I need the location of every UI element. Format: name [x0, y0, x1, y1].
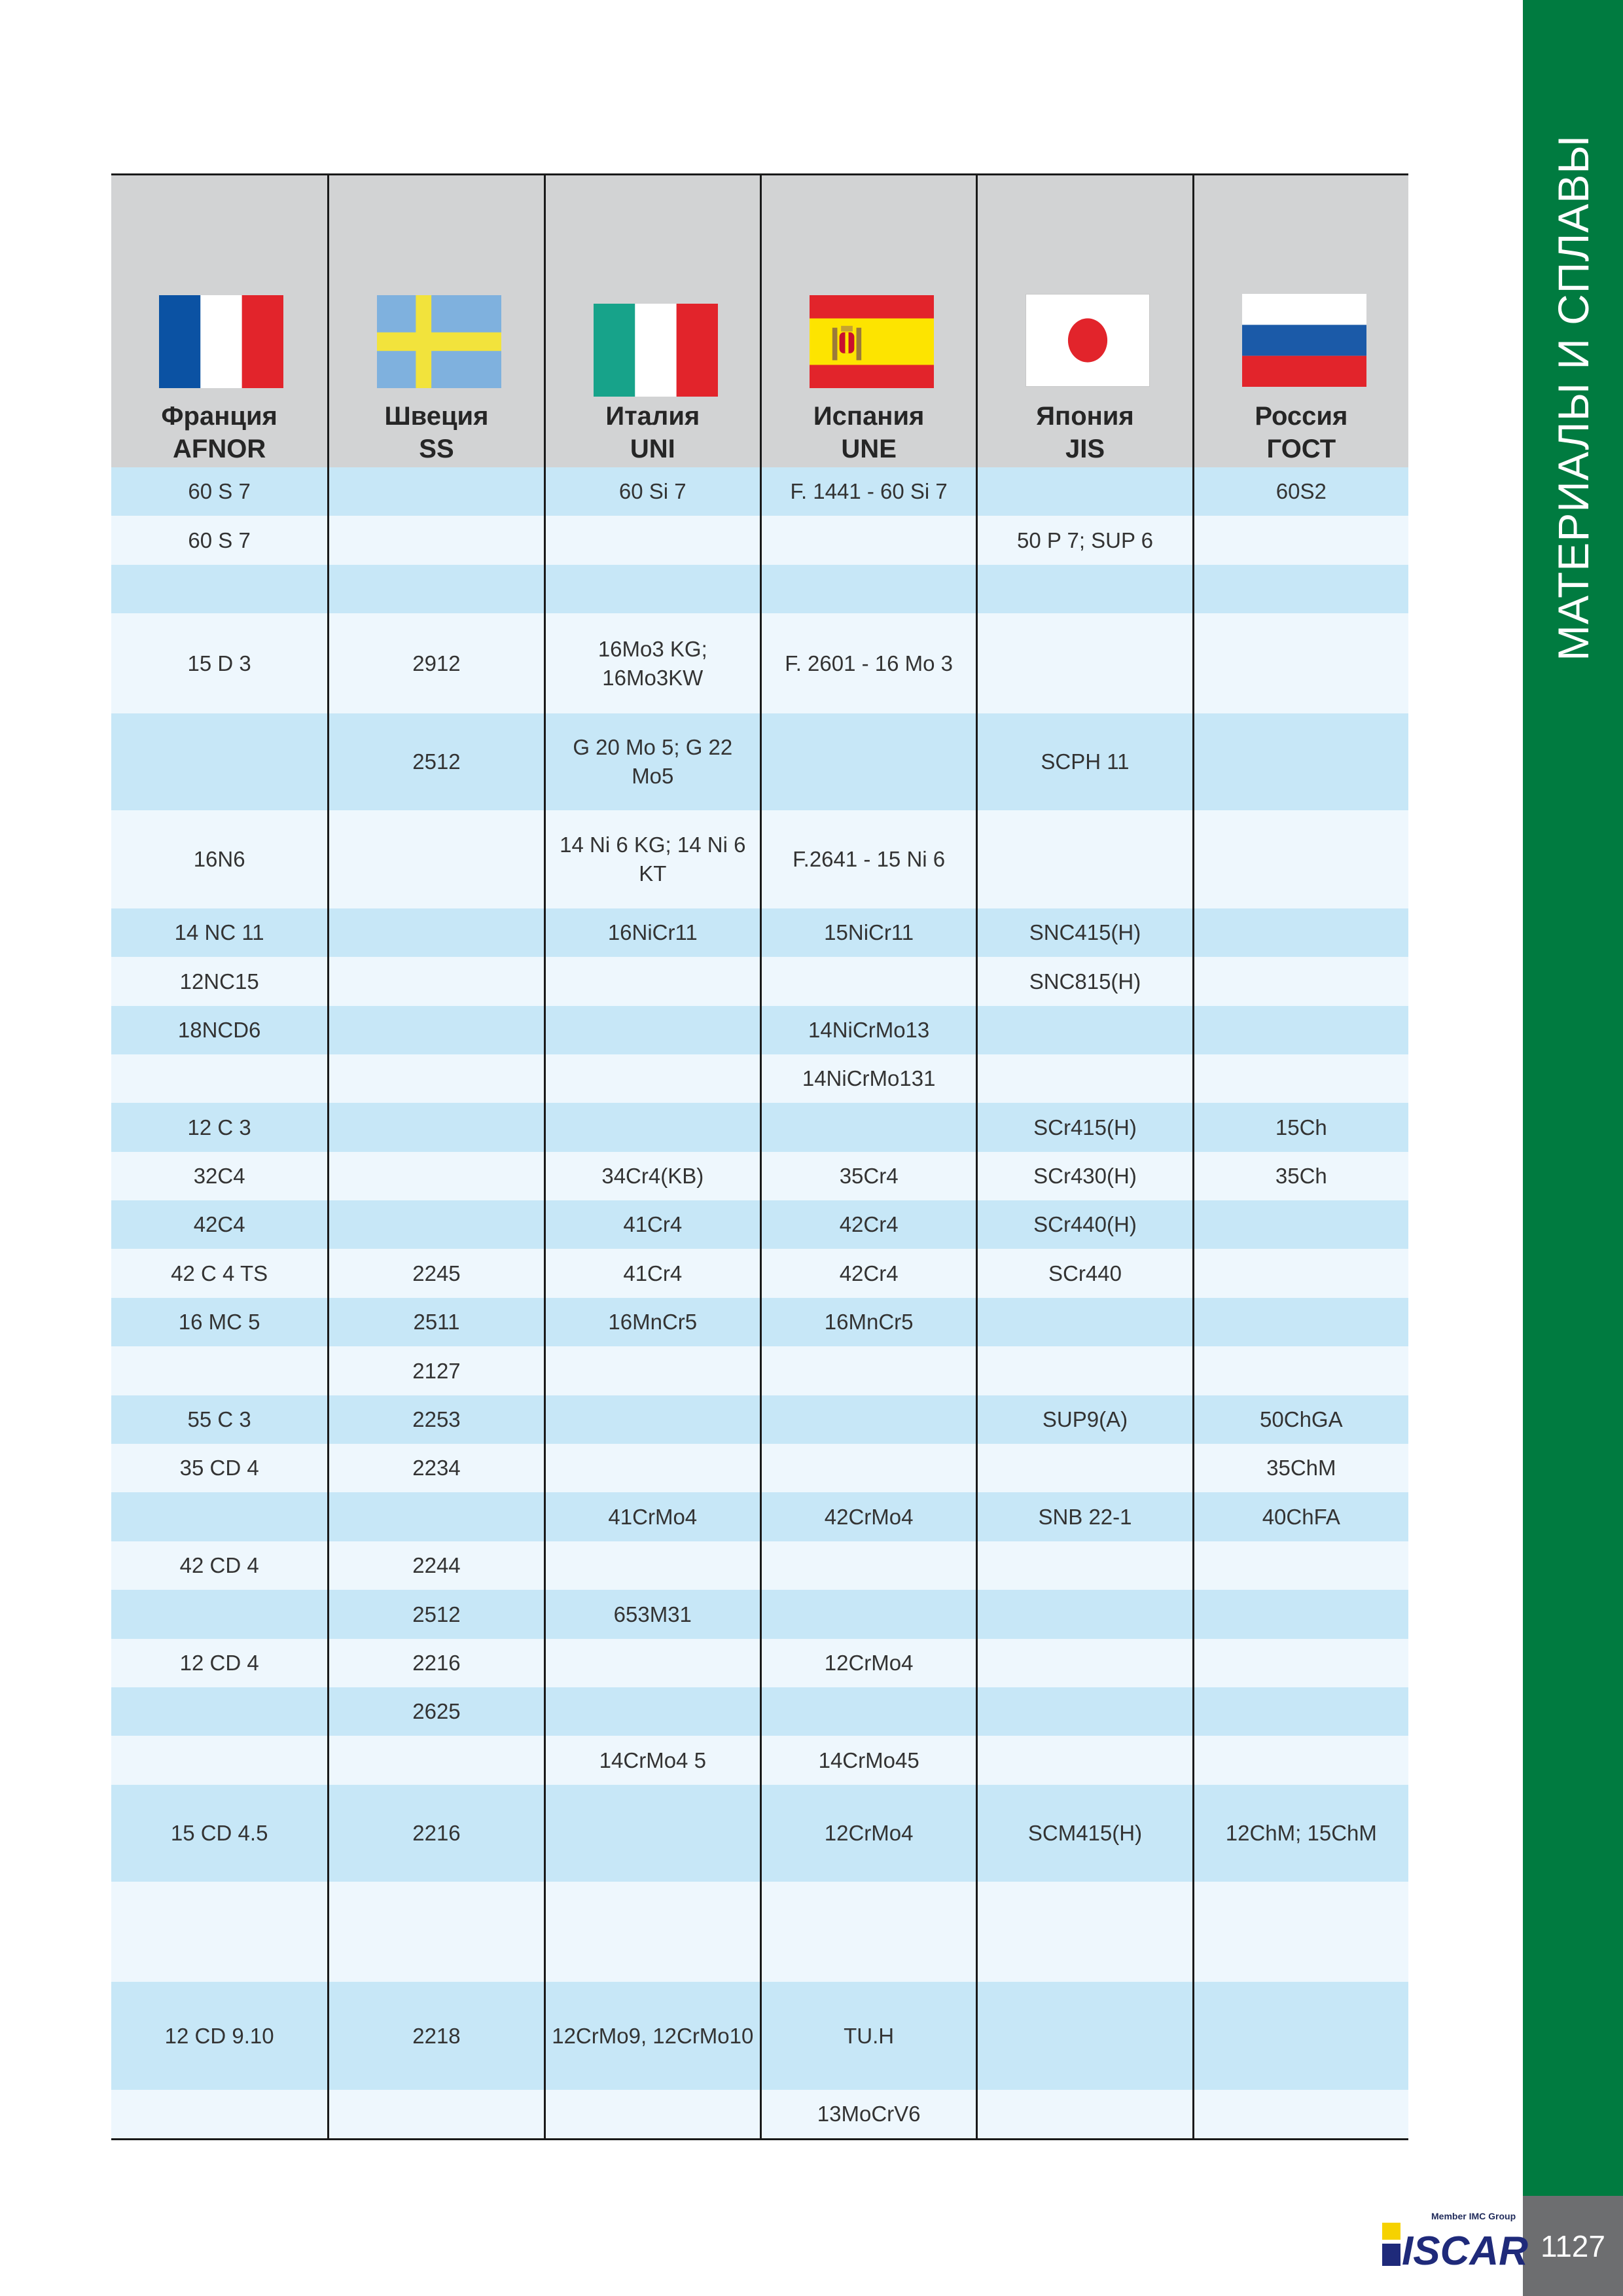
cell-uni [544, 1541, 760, 1590]
header-standard: SS [419, 435, 454, 463]
france-flag-icon [159, 295, 283, 388]
cell-ss: 2127 [327, 1346, 543, 1395]
table-row [111, 1736, 1408, 1785]
cell-gost [1192, 1736, 1408, 1785]
cell-gost [1192, 1982, 1408, 2090]
table-row [111, 1639, 1408, 1687]
cell-gost [1192, 1054, 1408, 1103]
cell-afnor [111, 713, 327, 810]
header-country: Франция [161, 402, 277, 431]
cell-jis: 50 P 7; SUP 6 [976, 516, 1192, 565]
cell-ss [327, 565, 543, 613]
cell-ss [327, 516, 543, 565]
cell-uni [544, 516, 760, 565]
cell-jis [976, 565, 1192, 613]
cell-gost [1192, 1687, 1408, 1736]
cell-afnor: 12 CD 4 [179, 1651, 259, 1675]
table-row [111, 957, 1408, 1006]
cell-gost [1192, 1639, 1408, 1687]
table-row [111, 1346, 1408, 1395]
japan-flag-icon [1026, 294, 1150, 387]
cell-gost: 12ChM; 15ChM [1192, 1785, 1408, 1882]
cell-gost [1192, 613, 1408, 713]
cell-gost [1192, 1590, 1408, 1639]
cell-ss: 2234 [327, 1444, 543, 1492]
cell-jis [976, 1346, 1192, 1395]
cell-afnor: 16 MC 5 [178, 1310, 260, 1334]
cell-ss: 2511 [327, 1298, 543, 1346]
cell-afnor: 15 D 3 [187, 651, 251, 675]
russia-flag-icon [1242, 294, 1366, 387]
cell-afnor: 55 C 3 [187, 1407, 251, 1431]
cell-uni [544, 1006, 760, 1054]
cell-gost: 50ChGA [1192, 1395, 1408, 1444]
cell-ss [327, 1103, 543, 1152]
cell-ss: 2912 [327, 613, 543, 713]
header-spain [760, 175, 976, 467]
cell-uni: 41Cr4 [544, 1249, 760, 1298]
cell-gost [1192, 1006, 1408, 1054]
cell-uni [544, 1054, 760, 1103]
cell-afnor [111, 1346, 327, 1395]
cell-gost [1192, 1346, 1408, 1395]
table-row [111, 613, 1408, 713]
cell-afnor: 60 S 7 [188, 479, 251, 503]
cell-ss: 2244 [327, 1541, 543, 1590]
cell-afnor [111, 1736, 327, 1785]
cell-uni: 653M31 [544, 1590, 760, 1639]
cell-ss [327, 1054, 543, 1103]
cell-uni [544, 1639, 760, 1687]
table-row [111, 1103, 1408, 1152]
table-row [111, 1395, 1408, 1444]
table-row [111, 2090, 1408, 2138]
table-row [111, 516, 1408, 565]
cell-ss [327, 1736, 543, 1785]
cell-gost [1192, 1541, 1408, 1590]
cell-une: 12CrMo4 [760, 1639, 976, 1687]
cell-gost [1192, 2090, 1408, 2138]
cell-jis [976, 1298, 1192, 1346]
table-row [111, 1054, 1408, 1103]
cell-uni [544, 1103, 760, 1152]
cell-afnor: 35 CD 4 [179, 1456, 259, 1480]
cell-une: F.2641 - 15 Ni 6 [760, 810, 976, 908]
cell-ss: 2625 [327, 1687, 543, 1736]
sweden-flag-icon [377, 295, 501, 388]
cell-une [760, 1444, 976, 1492]
table-row [111, 1982, 1408, 2090]
table-row [111, 1590, 1408, 1639]
cell-jis [976, 1054, 1192, 1103]
table-row [111, 1006, 1408, 1054]
cell-jis [976, 1590, 1192, 1639]
iscar-logo [1382, 2211, 1528, 2274]
cell-uni [544, 1444, 760, 1492]
logo-member-text: Member IMC Group [1431, 2211, 1516, 2221]
cell-uni [544, 1785, 760, 1882]
table-body [111, 467, 1408, 2140]
cell-une: 12CrMo4 [760, 1785, 976, 1882]
header-country: Швеция [384, 402, 489, 431]
header-italy [544, 175, 760, 467]
cell-ss: 2512 [327, 1590, 543, 1639]
cell-gost [1192, 957, 1408, 1006]
cell-une [760, 1590, 976, 1639]
italy-flag-icon [594, 304, 718, 397]
table-row [111, 467, 1408, 516]
cell-une [760, 1346, 976, 1395]
cell-ss [327, 1882, 543, 1982]
cell-jis: SCr415(H) [976, 1103, 1192, 1152]
cell-ss [327, 1492, 543, 1541]
cell-afnor: 18NCD6 [177, 1018, 261, 1042]
cell-uni: 16MnCr5 [544, 1298, 760, 1346]
table-row [111, 1249, 1408, 1298]
cell-une: 42Cr4 [760, 1200, 976, 1249]
table-row [111, 1687, 1408, 1736]
header-standard: UNE [841, 435, 897, 463]
cell-une [760, 957, 976, 1006]
cell-une [760, 516, 976, 565]
cell-uni [544, 1346, 760, 1395]
table-row [111, 1492, 1408, 1541]
cell-jis [976, 1982, 1192, 2090]
header-france [111, 175, 327, 467]
cell-jis [976, 613, 1192, 713]
cell-une [760, 1882, 976, 1982]
header-japan [976, 175, 1192, 467]
header-country: Россия [1255, 402, 1348, 431]
cell-uni: 60 Si 7 [544, 467, 760, 516]
cell-jis [976, 1639, 1192, 1687]
table-row [111, 1444, 1408, 1492]
cell-afnor [111, 1687, 327, 1736]
cell-une [760, 1541, 976, 1590]
page-number: 1127 [1541, 2229, 1605, 2263]
table-row [111, 1200, 1408, 1249]
cell-gost [1192, 713, 1408, 810]
cell-afnor [111, 1492, 327, 1541]
cell-une [760, 565, 976, 613]
cell-une: F. 1441 - 60 Si 7 [760, 467, 976, 516]
logo-brand-text: ISCAR [1402, 2229, 1528, 2274]
cell-uni: 41CrMo4 [544, 1492, 760, 1541]
cell-gost [1192, 1249, 1408, 1298]
cell-ss: 2253 [327, 1395, 543, 1444]
header-sweden [327, 175, 543, 467]
cell-uni: 16NiCr11 [544, 908, 760, 957]
cell-jis: SCr430(H) [976, 1152, 1192, 1200]
cell-afnor [111, 565, 327, 613]
side-title [1523, 0, 1623, 661]
header-country: Испания [813, 402, 925, 431]
cell-jis: SNC815(H) [976, 957, 1192, 1006]
cell-afnor [111, 1590, 327, 1639]
cell-afnor [111, 1054, 327, 1103]
cell-ss: 2245 [327, 1249, 543, 1298]
cell-gost: 35Ch [1192, 1152, 1408, 1200]
cell-jis [976, 810, 1192, 908]
header-standard: ГОСТ [1266, 435, 1336, 463]
cell-afnor: 32C4 [193, 1164, 245, 1188]
cell-uni: 16Mo3 KG; 16Mo3KW [544, 613, 760, 713]
header-standard: UNI [630, 435, 675, 463]
cell-uni [544, 1395, 760, 1444]
cell-afnor: 16N6 [193, 847, 245, 871]
spain-flag-icon [810, 295, 934, 388]
cell-afnor: 60 S 7 [188, 528, 251, 552]
cell-afnor: 42C4 [193, 1212, 245, 1236]
cell-jis [976, 1882, 1192, 1982]
cell-une: 13MoCrV6 [760, 2090, 976, 2138]
cell-ss [327, 1152, 543, 1200]
table-row [111, 713, 1408, 810]
cell-jis [976, 2090, 1192, 2138]
cell-uni: G 20 Mo 5; G 22 Mo5 [544, 713, 760, 810]
cell-jis: SNC415(H) [976, 908, 1192, 957]
cell-gost [1192, 516, 1408, 565]
cell-jis: SUP9(A) [976, 1395, 1192, 1444]
cell-une: 42Cr4 [760, 1249, 976, 1298]
cell-afnor: 42 C 4 TS [171, 1261, 268, 1285]
cell-uni [544, 565, 760, 613]
cell-uni [544, 957, 760, 1006]
cell-ss: 2512 [327, 713, 543, 810]
cell-afnor: 15 CD 4.5 [170, 1821, 268, 1845]
cell-gost [1192, 1882, 1408, 1982]
cell-ss: 2216 [327, 1639, 543, 1687]
table-row [111, 1541, 1408, 1590]
cell-une: 16MnCr5 [760, 1298, 976, 1346]
cell-ss [327, 467, 543, 516]
cell-gost: 40ChFA [1192, 1492, 1408, 1541]
cell-jis [976, 1687, 1192, 1736]
cell-jis [976, 1736, 1192, 1785]
cell-ss: 2218 [327, 1982, 543, 2090]
cell-une: 14NiCrMo131 [760, 1054, 976, 1103]
cell-gost: 60S2 [1192, 467, 1408, 516]
cell-gost [1192, 908, 1408, 957]
cell-jis [976, 1541, 1192, 1590]
table-row [111, 1785, 1408, 1882]
cell-gost: 15Ch [1192, 1103, 1408, 1152]
cell-afnor [111, 1882, 327, 1982]
cell-uni [544, 1687, 760, 1736]
cell-une: 35Cr4 [760, 1152, 976, 1200]
cell-gost [1192, 1298, 1408, 1346]
cell-ss: 2216 [327, 1785, 543, 1882]
table-row [111, 1882, 1408, 1982]
cell-afnor: 14 NC 11 [174, 920, 264, 944]
table-row [111, 565, 1408, 613]
cell-uni: 34Cr4(KB) [544, 1152, 760, 1200]
cell-afnor: 42 CD 4 [179, 1553, 259, 1577]
header-russia [1192, 175, 1408, 467]
cell-jis: SCM415(H) [976, 1785, 1192, 1882]
cell-jis [976, 467, 1192, 516]
cell-jis: SCr440 [976, 1249, 1192, 1298]
cell-ss [327, 908, 543, 957]
table-row [111, 1298, 1408, 1346]
cell-une [760, 1395, 976, 1444]
cell-gost [1192, 1200, 1408, 1249]
cell-une: 14NiCrMo13 [760, 1006, 976, 1054]
cell-gost [1192, 565, 1408, 613]
cell-une: TU.H [760, 1982, 976, 2090]
cell-jis: SCPH 11 [976, 713, 1192, 810]
cell-gost: 35ChM [1192, 1444, 1408, 1492]
header-country: Италия [605, 402, 700, 431]
cell-uni [544, 2090, 760, 2138]
cell-une: 14CrMo45 [760, 1736, 976, 1785]
cell-uni: 12CrMo9, 12CrMo10 [544, 1982, 760, 2090]
cell-afnor: 12 C 3 [187, 1115, 251, 1139]
cell-jis [976, 1444, 1192, 1492]
cell-jis [976, 1006, 1192, 1054]
cell-ss [327, 1200, 543, 1249]
table-header [111, 173, 1408, 467]
side-title-text: МАТЕРИАЛЫ И СПЛАВЫ [1548, 135, 1597, 661]
cell-afnor [111, 2090, 327, 2138]
cell-une [760, 1687, 976, 1736]
header-standard: AFNOR [173, 435, 266, 463]
cell-afnor: 12 CD 9.10 [164, 2023, 274, 2048]
header-standard: JIS [1065, 435, 1105, 463]
cell-une [760, 713, 976, 810]
table-row [111, 1152, 1408, 1200]
cell-uni [544, 1882, 760, 1982]
cell-afnor: 12NC15 [179, 969, 259, 994]
cell-une: 15NiCr11 [760, 908, 976, 957]
cell-uni: 14CrMo4 5 [544, 1736, 760, 1785]
table-row [111, 908, 1408, 957]
cell-uni: 41Cr4 [544, 1200, 760, 1249]
cell-une: 42CrMo4 [760, 1492, 976, 1541]
cell-ss [327, 957, 543, 1006]
cell-gost [1192, 810, 1408, 908]
header-country: Япония [1036, 402, 1134, 431]
cell-une [760, 1103, 976, 1152]
cell-ss [327, 1006, 543, 1054]
cell-ss [327, 810, 543, 908]
page-number-box [1523, 2196, 1623, 2296]
cell-jis: SNB 22-1 [976, 1492, 1192, 1541]
materials-table [111, 173, 1408, 2140]
cell-une: F. 2601 - 16 Mo 3 [760, 613, 976, 713]
cell-ss [327, 2090, 543, 2138]
table-row [111, 810, 1408, 908]
cell-jis: SCr440(H) [976, 1200, 1192, 1249]
cell-uni: 14 Ni 6 KG; 14 Ni 6 KT [544, 810, 760, 908]
